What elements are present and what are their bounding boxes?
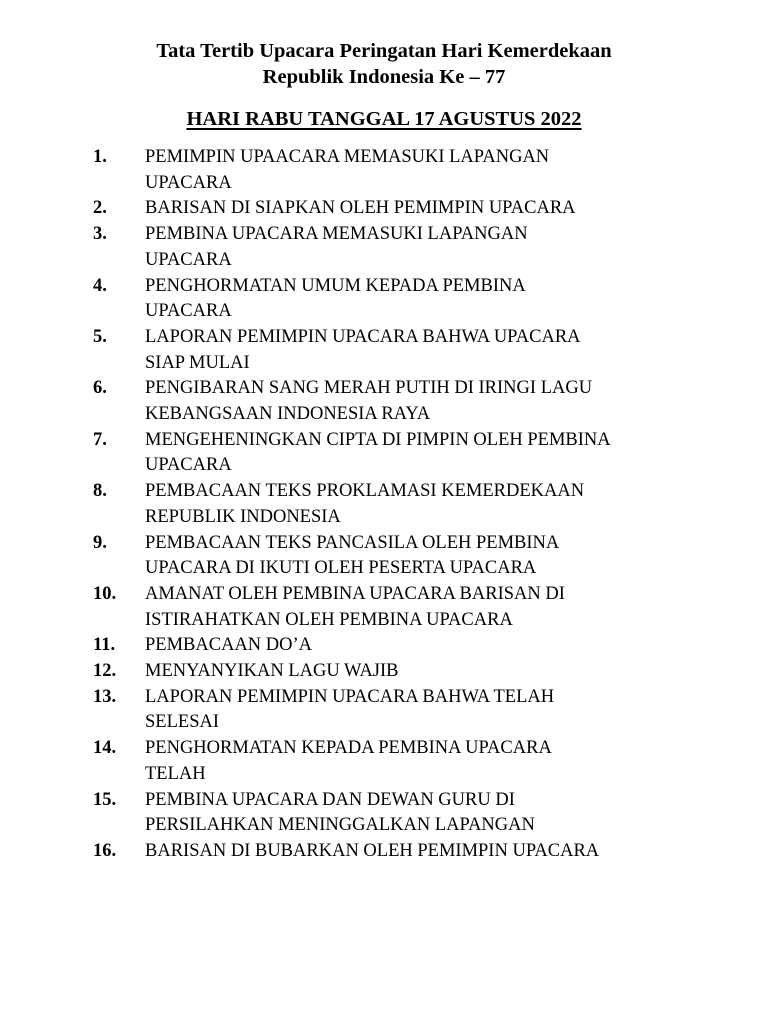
agenda-item-text [145,736,713,787]
agenda-item-text-line: MENYANYIKAN LAGU WAJIB [145,661,399,682]
agenda-item [93,788,713,839]
agenda-item-text-line: PEMBINA UPACARA DAN DEWAN GURU DI [145,789,515,810]
date-heading: HARI RABU TANGGAL 17 AGUSTUS 2022 [186,108,582,130]
agenda-item [93,685,713,736]
agenda-item-number: 5. [93,326,107,347]
agenda-item-number: 9. [93,532,107,553]
agenda-item-text-line: PEMBINA UPACARA MEMASUKI LAPANGAN [145,224,528,245]
agenda-item-number: 11. [93,635,116,656]
agenda-item-text [145,428,713,479]
agenda-item-text-line: MENGEHENINGKAN CIPTA DI PIMPIN OLEH PEMBINA [145,429,611,450]
agenda-item [93,839,713,865]
agenda-item-text-line: UPACARA [145,301,232,322]
agenda-item-number: 10. [93,583,117,604]
agenda-item-text-line: BARISAN DI BUBARKAN OLEH PEMIMPIN UPACARA [145,840,600,861]
agenda-item-text [145,274,713,325]
agenda-item-number: 7. [93,429,107,450]
agenda-item-text-line: KEBANGSAAN INDONESIA RAYA [145,404,431,425]
agenda-item-text [145,376,713,427]
agenda-item [93,633,713,659]
agenda-item-text-line: PEMBACAAN TEKS PANCASILA OLEH PEMBINA [145,532,560,553]
agenda-item-text-line: SIAP MULAI [145,352,250,373]
agenda-item-number: 13. [93,686,117,707]
agenda-item-text-line: PENGHORMATAN UMUM KEPADA PEMBINA [145,275,526,296]
agenda-item-text-line: LAPORAN PEMIMPIN UPACARA BAHWA UPACARA [145,326,581,347]
agenda-item-number: 16. [93,840,117,861]
agenda-item [93,531,713,582]
agenda-item [93,196,713,222]
agenda-item-text-line: UPACARA [145,249,232,270]
agenda-list [93,145,713,865]
agenda-item [93,736,713,787]
agenda-item-text-line: AMANAT OLEH PEMBINA UPACARA BARISAN DI [145,583,565,604]
agenda-item-text-line: TELAH [145,763,206,784]
agenda-item-text-line: ISTIRAHATKAN OLEH PEMBINA UPACARA [145,609,513,630]
agenda-item-number: 2. [93,198,107,219]
agenda-item-text-line: PENGHORMATAN KEPADA PEMBINA UPACARA [145,738,552,759]
agenda-item-text [145,196,713,222]
agenda-item-text [145,531,713,582]
agenda-item-number: 15. [93,789,117,810]
agenda-item-text-line: UPACARA DI IKUTI OLEH PESERTA UPACARA [145,558,537,579]
agenda-item-text [145,788,713,839]
agenda-item-text-line: UPACARA [145,455,232,476]
agenda-item-text-line: LAPORAN PEMIMPIN UPACARA BAHWA TELAH [145,686,555,707]
agenda-item [93,582,713,633]
agenda-item-text [145,685,713,736]
agenda-item-text-line: UPACARA [145,172,232,193]
agenda-item-text [145,325,713,376]
agenda-item-text [145,582,713,633]
agenda-item-number: 6. [93,378,107,399]
agenda-item [93,659,713,685]
document-title-line-2: Republik Indonesia Ke – 77 [262,66,506,88]
agenda-item [93,325,713,376]
agenda-item-text-line: BARISAN DI SIAPKAN OLEH PEMIMPIN UPACARA [145,198,576,219]
agenda-item-number: 1. [93,147,107,167]
agenda-item-text [145,839,713,865]
agenda-item [93,274,713,325]
agenda-item-text-line: PERSILAHKAN MENINGGALKAN LAPANGAN [145,815,535,836]
agenda-item-number: 8. [93,481,107,502]
agenda-item-text-line: PEMBACAAN TEKS PROKLAMASI KEMERDEKAAN [145,481,585,502]
agenda-item-number: 14. [93,738,117,759]
agenda-item-text [145,222,713,273]
agenda-item [93,479,713,530]
agenda-item-text [145,145,713,196]
document-title-line-1: Tata Tertib Upacara Peringatan Hari Kemerdekaan [156,40,612,62]
agenda-item-text-line: PENGIBARAN SANG MERAH PUTIH DI IRINGI LAGU [145,378,593,399]
agenda-item-text-line: PEMBACAAN DO’A [145,635,313,656]
agenda-item [93,222,713,273]
agenda-item [93,376,713,427]
agenda-item [93,145,713,196]
agenda-item-number: 12. [93,661,117,682]
agenda-item-number: 3. [93,224,107,245]
agenda-item-text-line: PEMIMPIN UPAACARA MEMASUKI LAPANGAN [145,147,550,167]
agenda-item-text [145,479,713,530]
agenda-item-text [145,633,713,659]
agenda-item-text-line: REPUBLIK INDONESIA [145,506,341,527]
agenda-item [93,428,713,479]
agenda-item-number: 4. [93,275,107,296]
agenda-item-text [145,659,713,685]
agenda-item-text-line: SELESAI [145,712,219,733]
